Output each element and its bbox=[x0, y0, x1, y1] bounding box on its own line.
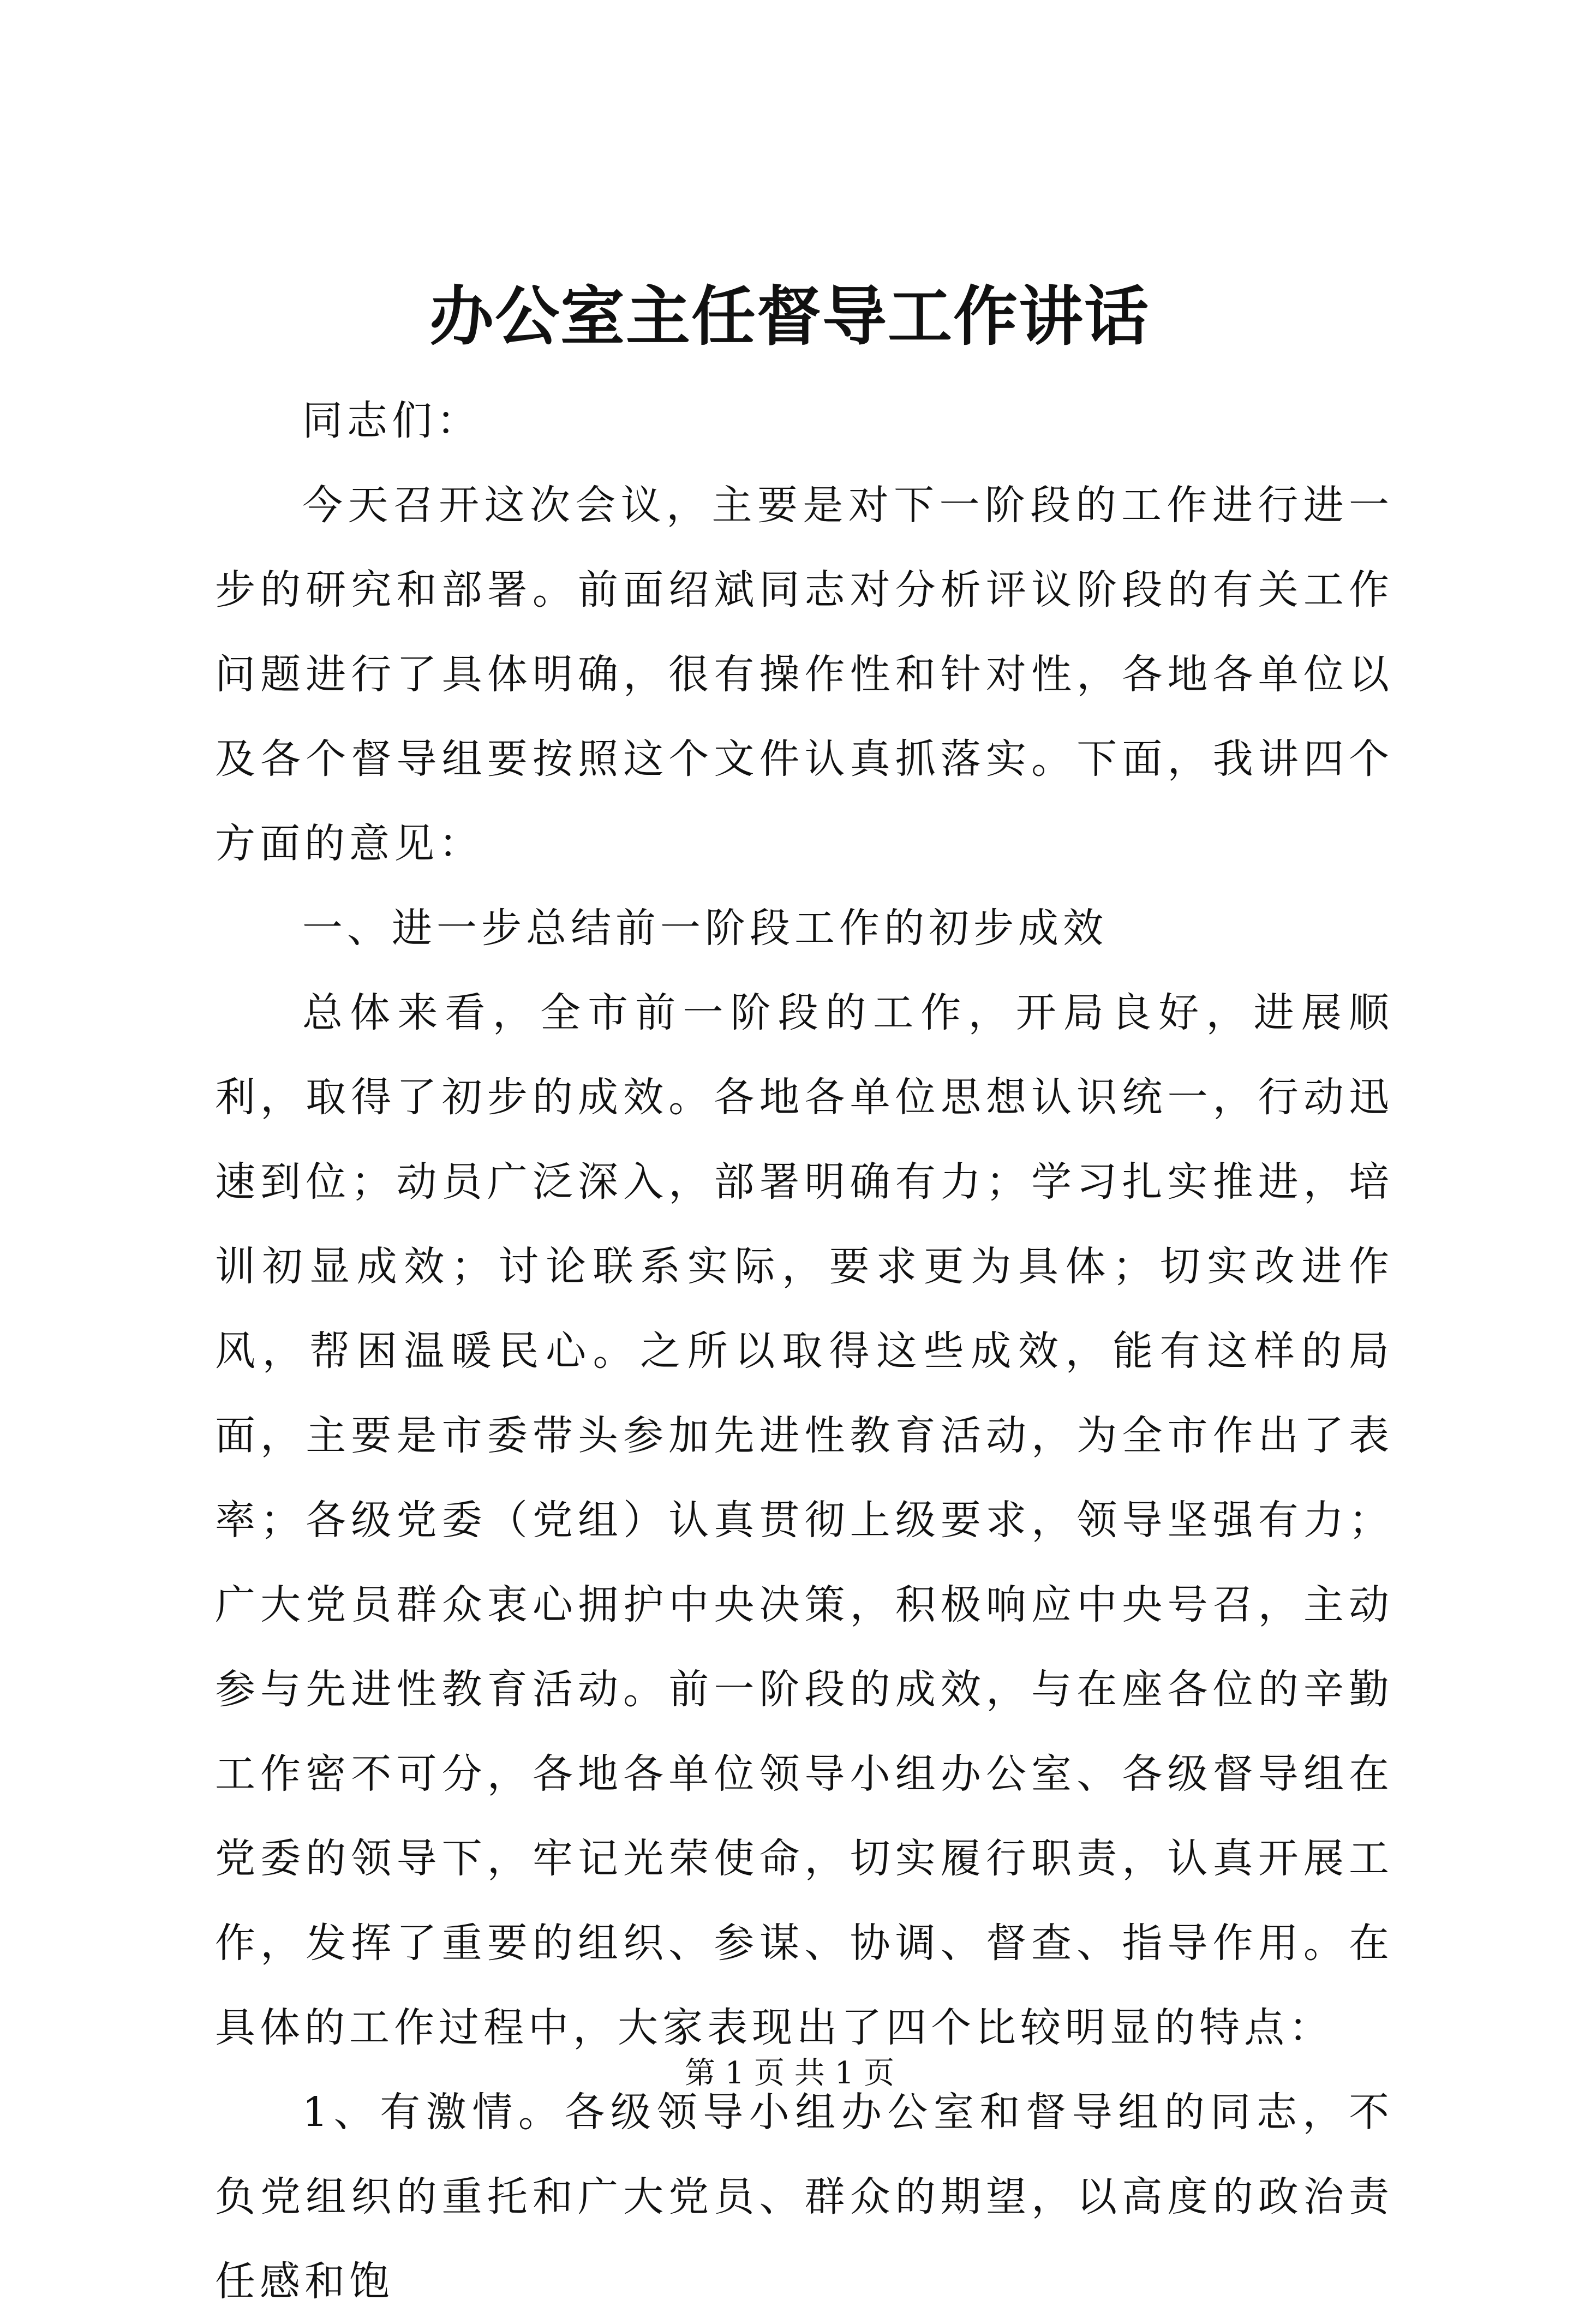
page-number-footer: 第 1 页 共 1 页 bbox=[684, 2056, 895, 2091]
document-title: 办公室主任督导工作讲话 bbox=[429, 278, 1150, 354]
intro-paragraph: 今天召开这次会议，主要是对下一阶段的工作进行进一步的研究和部署。前面绍斌同志对分析评议阶段的有关工作问题进行了具体明确，很有操作性和针对性，各地各单位以及各个督导组要按照这个文件认真抓落实。下面，我讲四个方面的意见： bbox=[215, 482, 1393, 867]
point-1-paragraph: 1、有激情。各级领导小组办公室和督导组的同志，不负党组织的重托和广大党员、群众的期望，以高度的政治责任感和饱 bbox=[215, 2089, 1393, 2305]
document-body bbox=[215, 379, 1393, 2324]
summary-paragraph: 总体来看，全市前一阶段的工作，开局良好，进展顺利，取得了初步的成效。各地各单位思想认识统一，行动迅速到位；动员广泛深入，部署明确有力；学习扎实推进，培训初显成效；讨论联系实际，要求更为具体；切实改进作风，帮困温暖民心。之所以取得这些成效，能有这样的局面，主要是市委带头参加先进性教育活动，为全市作出了表率；各级党委（党组）认真贯彻上级要求，领导坚强有力；广大党员群众衷心拥护中央决策，积极响应中央号召，主动参与先进性教育活动。前一阶段的成效，与在座各位的辛勤工作密不可分，各地各单位领导小组办公室、各级督导组在党委的领导下，牢记光荣使命，切实履行职责，认真开展工作，发挥了重要的组织、参谋、协调、督查、指导作用。在具体的工作过程中，大家表现出了四个比较明显的特点： bbox=[215, 989, 1393, 2051]
section-heading-1: 一、进一步总结前一阶段工作的初步成效 bbox=[302, 905, 1108, 952]
salutation-paragraph: 同志们： bbox=[302, 397, 481, 444]
